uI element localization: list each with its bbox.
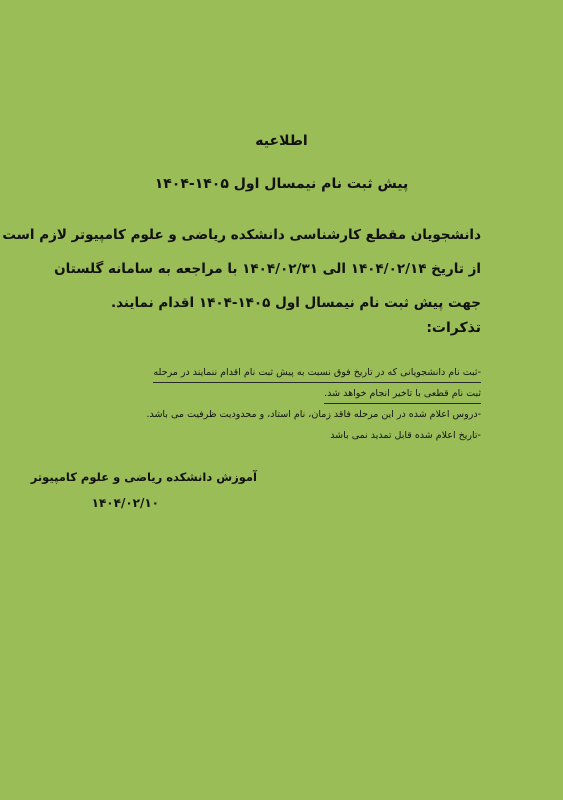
note-item: -تاریخ اعلام شده قابل تمدید نمی باشد [330,430,481,441]
issue-date: ۱۴۰۴/۰۲/۱۰ [91,496,159,510]
body-line: دانشجویان مقطع کارشناسی دانشکده ریاضی و علوم کامپیوتر لازم است [2,227,481,243]
notice-title: اطلاعیه [255,133,308,149]
note-item: -دروس اعلام شده در این مرحله فاقد زمان، نام استاد، و محدودیت ظرفیت می باشد. [146,409,481,420]
body-line: از تاریخ ۱۴۰۴/۰۲/۱۴ الی ۱۴۰۴/۰۲/۳۱ با مراجعه به سامانه گلستان [54,261,481,277]
body-line: جهت پیش ثبت نام نیمسال اول ۱۴۰۵-۱۴۰۴ اقدام نمایند. [110,295,481,311]
issuer-unit: آموزش دانشکده ریاضی و علوم کامپیوتر [30,470,257,484]
notice-body [2,218,481,320]
notes-heading: تذکرات: [426,320,481,336]
note-item: -ثبت نام دانشجویانی که در تاریخ فوق نسبت به پیش ثبت نام اقدام ننمایند در مرحله [153,365,481,383]
notes-list [81,362,481,446]
notice-subtitle: پیش ثبت نام نیمسال اول ۱۴۰۵-۱۴۰۴ [154,176,409,192]
note-item: ثبت نام قطعی با تاخیر انجام خواهد شد. [324,386,481,404]
